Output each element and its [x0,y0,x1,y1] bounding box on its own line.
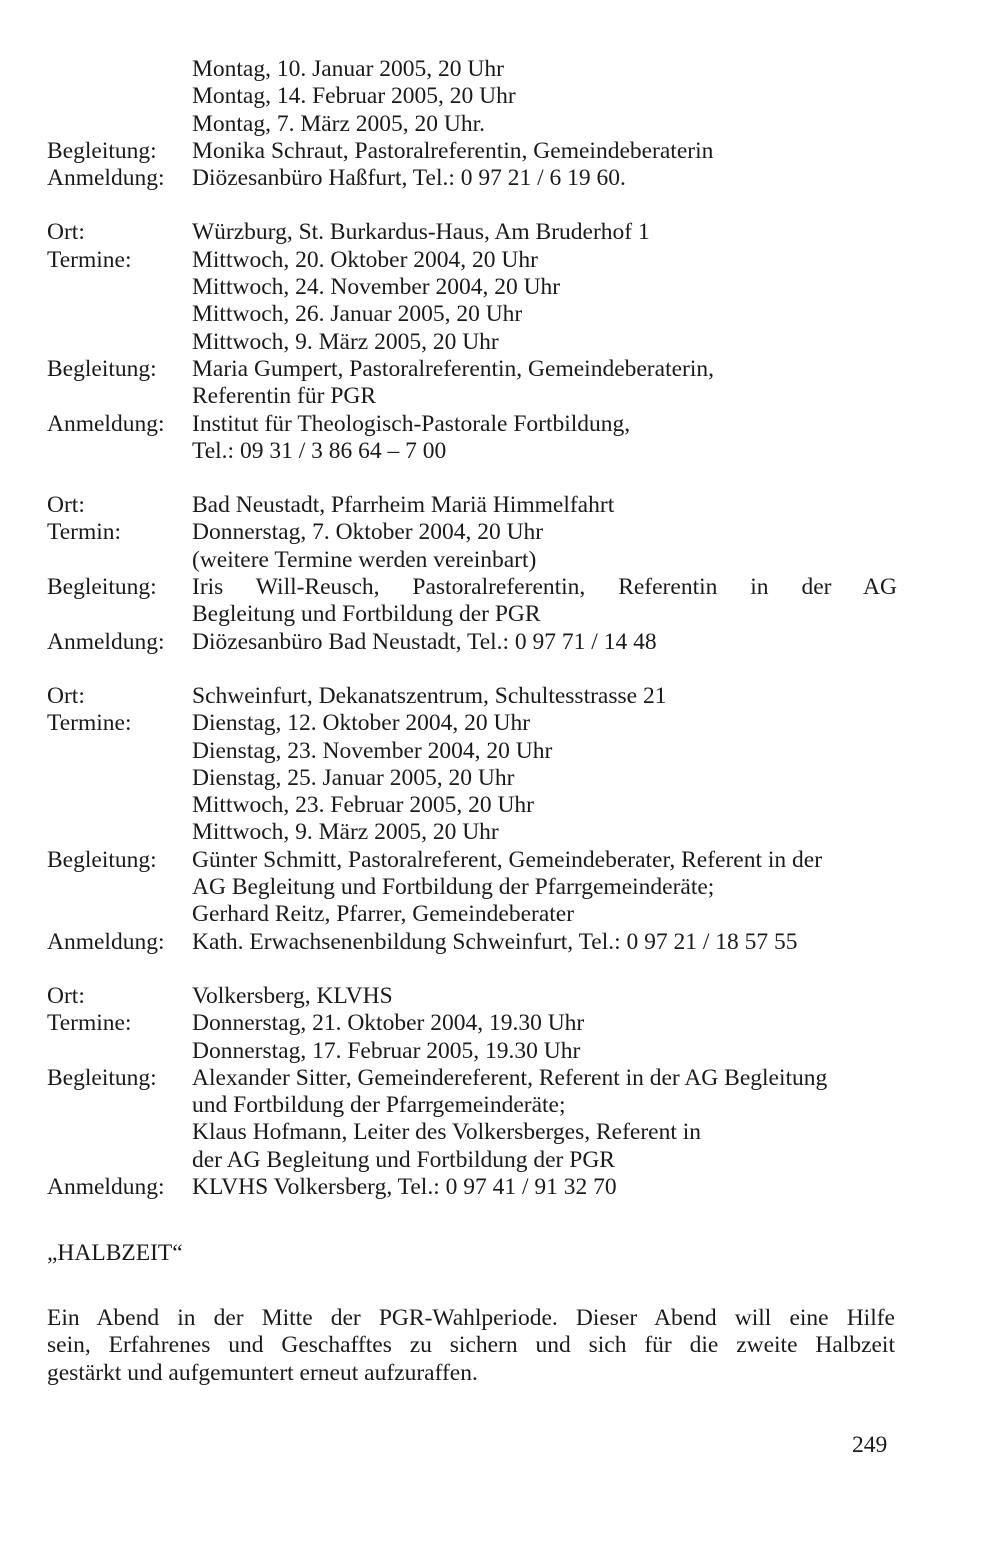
entry-value [192,1065,897,1174]
entry-line: Donnerstag, 17. Februar 2005, 19.30 Uhr [192,1037,581,1064]
event-section [47,219,897,465]
entry-row [47,56,897,138]
entry-line: Mittwoch, 26. Januar 2005, 20 Uhr [192,301,523,328]
entry-value [192,710,897,846]
entry-value [192,492,897,519]
entry-row [47,165,897,192]
entry-line: Donnerstag, 7. Oktober 2004, 20 Uhr [192,519,544,546]
entry-line: Referentin für PGR [192,383,377,410]
entry-value [192,929,897,956]
entry-line: Begleitung und Fortbildung der PGR [192,601,541,628]
entry-line: Würzburg, St. Burkardus-Haus, Am Bruderhof 1 [192,219,650,246]
entry-row [47,929,897,956]
event-listings [47,56,897,1228]
entry-label: Anmeldung: [47,928,165,955]
entry-value [192,847,897,929]
entry-value [192,983,897,1010]
entry-label: Termine: [47,1010,132,1037]
entry-row [47,219,897,246]
entry-line: Mittwoch, 24. November 2004, 20 Uhr [192,274,561,301]
entry-line: Tel.: 09 31 / 3 86 64 – 7 00 [192,437,447,464]
paragraph-line: Ein Abend in der Mitte der PGR-Wahlperiode. Dieser Abend will eine Hilfe [47,1305,895,1331]
entry-value [192,1010,897,1065]
entry-row [47,411,897,466]
entry-row [47,629,897,656]
entry-value [192,683,897,710]
entry-line: Institut für Theologisch-Pastorale Fortbildung, [192,410,631,437]
entry-line: Mittwoch, 9. März 2005, 20 Uhr [192,819,499,846]
entry-value [192,165,897,192]
entry-line: Dienstag, 23. November 2004, 20 Uhr [192,737,553,764]
entry-label: Anmeldung: [47,1173,165,1200]
entry-value [192,247,897,356]
entry-value [192,219,897,246]
entry-line: Volkersberg, KLVHS [192,982,393,1009]
entry-row [47,138,897,165]
entry-line: AG Begleitung und Fortbildung der Pfarrgemeinderäte; [192,874,715,901]
entry-line: (weitere Termine werden vereinbart) [192,546,537,573]
entry-row [47,1174,897,1201]
entry-line: Schweinfurt, Dekanatszentrum, Schultesstrasse 21 [192,682,667,709]
entry-label: Termine: [47,710,132,737]
event-section [47,492,897,656]
entry-line: Montag, 10. Januar 2005, 20 Uhr [192,56,504,82]
entry-line: der AG Begleitung und Fortbildung der PGR [192,1146,615,1173]
event-section [47,683,897,956]
entry-line: Mittwoch, 20. Oktober 2004, 20 Uhr [192,246,538,273]
entry-label: Anmeldung: [47,628,165,655]
entry-row [47,574,897,629]
entry-line: Montag, 14. Februar 2005, 20 Uhr [192,83,516,110]
entry-row [47,356,897,411]
entry-row [47,683,897,710]
entry-line: Montag, 7. März 2005, 20 Uhr. [192,110,486,137]
entry-line: Mittwoch, 9. März 2005, 20 Uhr [192,328,499,355]
entry-row [47,983,897,1010]
entry-line: Mittwoch, 23. Februar 2005, 20 Uhr [192,792,535,819]
entry-value [192,138,897,165]
entry-line: Alexander Sitter, Gemeindereferent, Referent in der AG Begleitung [192,1064,828,1091]
entry-row [47,1065,897,1174]
entry-label: Begleitung: [47,574,157,601]
entry-label: Begleitung: [47,355,157,382]
entry-label: Termine: [47,246,132,273]
entry-value [192,56,897,138]
body-paragraph [47,1305,895,1387]
event-section [47,983,897,1201]
entry-line: Monika Schraut, Pastoralreferentin, Gemeindeberaterin [192,137,714,164]
entry-line: Klaus Hofmann, Leiter des Volkersberges, Referent in [192,1119,702,1146]
entry-value [192,411,897,466]
paragraph-line: gestärkt und aufgemuntert erneut aufzuraffen. [47,1359,478,1386]
page-number: 249 [852,1432,888,1458]
entry-line: Dienstag, 12. Oktober 2004, 20 Uhr [192,710,531,737]
entry-line: Maria Gumpert, Pastoralreferentin, Gemeindeberaterin, [192,355,715,382]
entry-label: Ort: [47,219,85,246]
entry-row [47,247,897,356]
entry-line: Bad Neustadt, Pfarrheim Mariä Himmelfahrt [192,492,615,519]
entry-line: Kath. Erwachsenenbildung Schweinfurt, Tel.: 0 97 21 / 18 57 55 [192,928,798,955]
entry-label: Termin: [47,519,122,546]
entry-line: Günter Schmitt, Pastoralreferent, Gemeindeberater, Referent in der [192,846,823,873]
event-section [47,56,897,192]
paragraph-line: sein, Erfahrenes und Geschafftes zu sichern und sich für die zweite Halbzeit [47,1332,895,1359]
entry-label: Begleitung: [47,846,157,873]
entry-row [47,1010,897,1065]
entry-line: und Fortbildung der Pfarrgemeinderäte; [192,1092,566,1119]
entry-label: Ort: [47,982,85,1009]
entry-line: Iris Will-Reusch, Pastoralreferentin, Referentin in der AG [192,574,897,601]
entry-label: Anmeldung: [47,165,165,192]
entry-value [192,1174,897,1201]
entry-label: Begleitung: [47,137,157,164]
entry-line: Diözesanbüro Bad Neustadt, Tel.: 0 97 71 / 14 48 [192,628,657,655]
entry-label: Begleitung: [47,1064,157,1091]
entry-row [47,710,897,846]
entry-line: Diözesanbüro Haßfurt, Tel.: 0 97 21 / 6 19 60. [192,165,626,192]
entry-line: Gerhard Reitz, Pfarrer, Gemeindeberater [192,901,575,928]
entry-value [192,356,897,411]
section-heading: „HALBZEIT“ [47,1240,183,1266]
entry-line: KLVHS Volkersberg, Tel.: 0 97 41 / 91 32 70 [192,1173,617,1200]
entry-line: Dienstag, 25. Januar 2005, 20 Uhr [192,764,515,791]
entry-row [47,847,897,929]
entry-label: Ort: [47,682,85,709]
entry-line: Donnerstag, 21. Oktober 2004, 19.30 Uhr [192,1010,585,1037]
entry-value [192,519,897,574]
entry-value [192,629,897,656]
entry-label: Ort: [47,492,85,519]
entry-value [192,574,897,629]
entry-row [47,492,897,519]
entry-row [47,519,897,574]
entry-label: Anmeldung: [47,410,165,437]
